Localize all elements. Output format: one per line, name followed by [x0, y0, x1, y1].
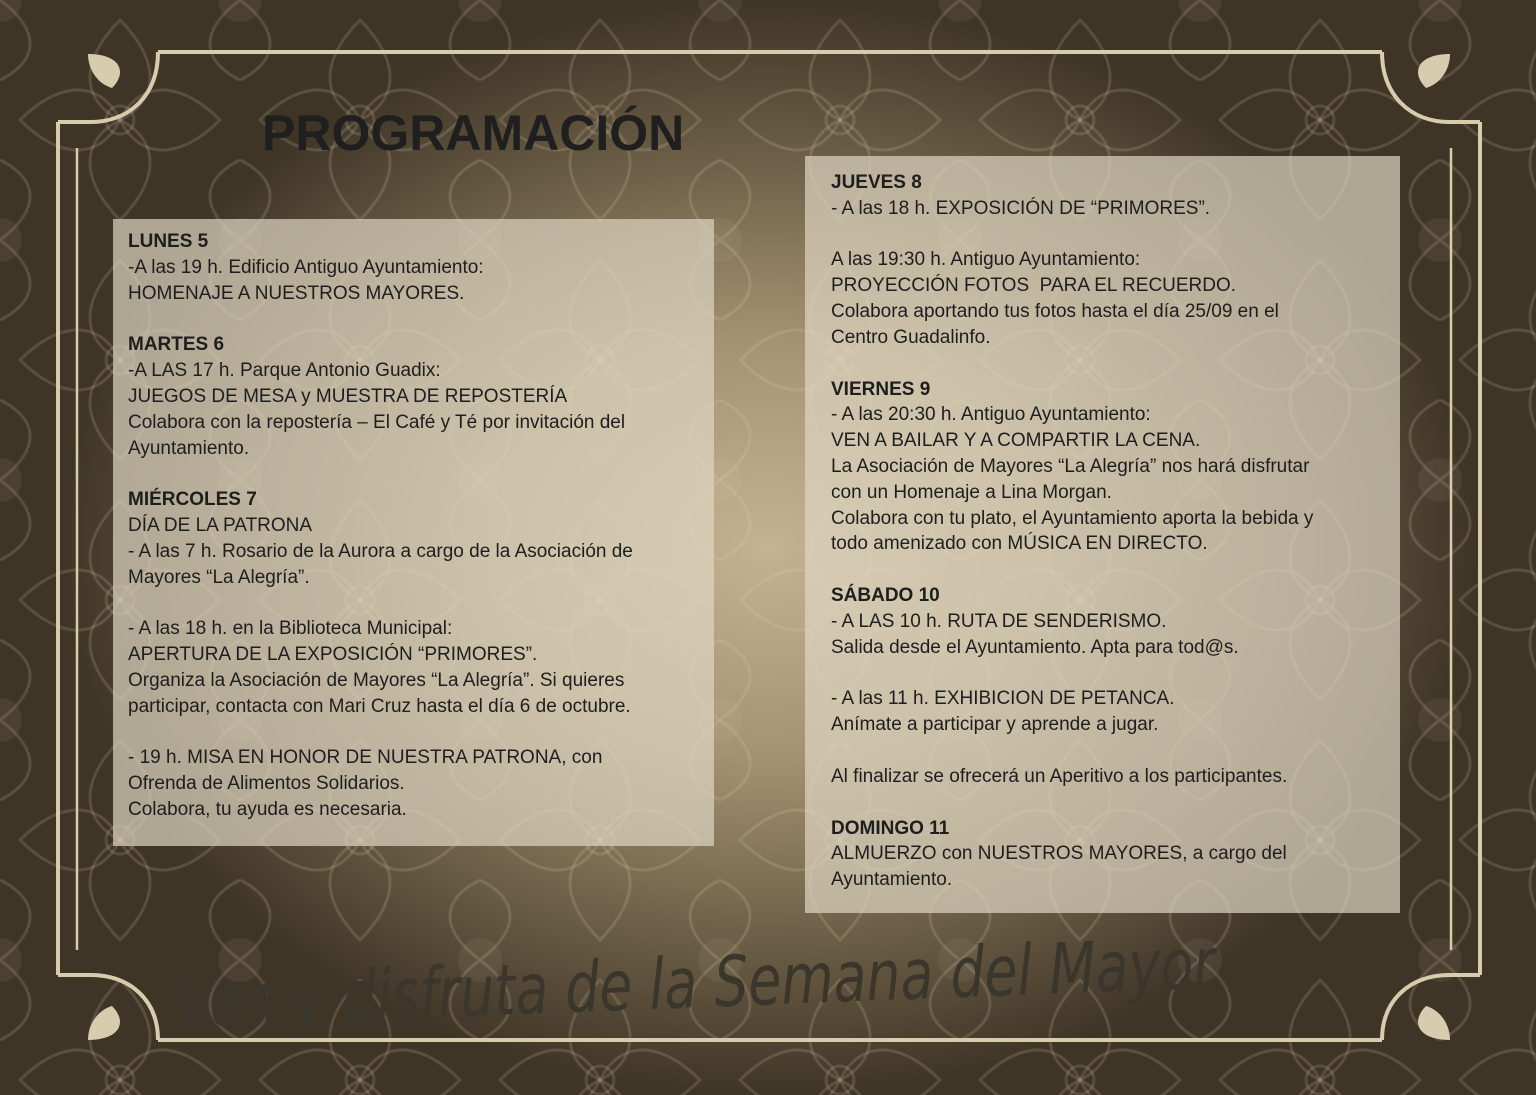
day-block [831, 170, 1390, 351]
schedule-line: participar, contacta con Mari Cruz hasta el día 6 de octubre. [128, 695, 631, 717]
line-gap [831, 738, 1390, 764]
page-title: PROGRAMACIÓN [262, 105, 685, 161]
day-heading: SÁBADO 10 [831, 585, 940, 607]
schedule-line: con un Homenaje a Lina Morgan. [831, 481, 1112, 503]
schedule-line: Al finalizar se ofrecerá un Aperitivo a los participantes. [831, 765, 1288, 787]
line-gap [128, 720, 702, 746]
day-block [831, 816, 1390, 893]
day-heading: VIERNES 9 [831, 378, 931, 400]
day-block [128, 332, 702, 461]
day-block [128, 487, 702, 822]
line-gap [831, 661, 1390, 687]
day-heading: MARTES 6 [128, 334, 225, 356]
schedule-line: ALMUERZO con NUESTROS MAYORES, a cargo del [831, 843, 1287, 865]
schedule-line: La Asociación de Mayores “La Alegría” nos hará disfrutar [831, 455, 1310, 477]
schedule-line: - A las 18 h. EXPOSICIÓN DE “PRIMORES”. [831, 197, 1211, 219]
schedule-line: JUEGOS DE MESA y MUESTRA DE REPOSTERÍA [128, 385, 568, 407]
schedule-line: DÍA DE LA PATRONA [128, 515, 313, 537]
schedule-line: Salida desde el Ayuntamiento. Apta para tod@s. [831, 636, 1239, 658]
schedule-line: - A las 11 h. EXHIBICION DE PETANCA. [831, 688, 1175, 710]
tagline [168, 910, 1533, 1045]
schedule-line: APERTURA DE LA EXPOSICIÓN “PRIMORES”. [128, 644, 538, 666]
schedule-line: - A las 7 h. Rosario de la Aurora a cargo de la Asociación de [128, 540, 633, 562]
schedule-line: Centro Guadalinfo. [831, 326, 991, 348]
schedule-line: HOMENAJE A NUESTROS MAYORES. [128, 282, 465, 304]
schedule-line: Anímate a participar y aprende a jugar. [831, 714, 1159, 736]
schedule-line: - 19 h. MISA EN HONOR DE NUESTRA PATRONA, con [128, 747, 603, 769]
schedule-line: Ayuntamiento. [831, 869, 953, 891]
schedule-line: PROYECCIÓN FOTOS PARA EL RECUERDO. [831, 275, 1237, 297]
schedule-line: - A las 18 h. en la Biblioteca Municipal: [128, 618, 453, 640]
schedule-line: todo amenizado con MÚSICA EN DIRECTO. [831, 533, 1208, 555]
schedule-line: Mayores “La Alegría”. [128, 566, 310, 588]
day-block [831, 377, 1390, 558]
schedule-line: Ayuntamiento. [128, 437, 250, 459]
schedule-panel-left [113, 219, 714, 846]
schedule-panel-right [805, 156, 1400, 913]
day-heading: LUNES 5 [128, 231, 209, 252]
schedule-line: -A LAS 17 h. Parque Antonio Guadix: [128, 360, 441, 382]
schedule-line: Ofrenda de Alimentos Solidarios. [128, 773, 405, 795]
schedule-line: Colabora aportando tus fotos hasta el día 25/09 en el [831, 300, 1279, 322]
schedule-line: - A LAS 10 h. RUTA DE SENDERISMO. [831, 610, 1167, 632]
schedule-line: Colabora con la repostería – El Café y Té por invitación del [128, 411, 626, 433]
line-gap [128, 591, 702, 617]
day-heading: JUEVES 8 [831, 172, 922, 193]
schedule-line: Colabora con tu plato, el Ayuntamiento aporta la bebida y [831, 507, 1314, 529]
schedule-line: A las 19:30 h. Antiguo Ayuntamiento: [831, 249, 1141, 271]
schedule-line: - A las 20:30 h. Antiguo Ayuntamiento: [831, 404, 1151, 426]
schedule-line: VEN A BAILAR Y A COMPARTIR LA CENA. [831, 430, 1201, 452]
day-heading: MIÉRCOLES 7 [128, 489, 257, 511]
day-heading: DOMINGO 11 [831, 817, 950, 839]
schedule-line: Organiza la Asociación de Mayores “La Alegría”. Si quieres [128, 669, 625, 691]
schedule-line: Colabora, tu ayuda es necesaria. [128, 798, 407, 820]
line-gap [831, 222, 1390, 248]
schedule-line: -A las 19 h. Edificio Antiguo Ayuntamiento: [128, 256, 484, 278]
day-block [128, 229, 702, 306]
tagline-text: Ven y disfruta de la Semana del Mayor [174, 910, 1533, 1045]
day-block [831, 583, 1390, 789]
